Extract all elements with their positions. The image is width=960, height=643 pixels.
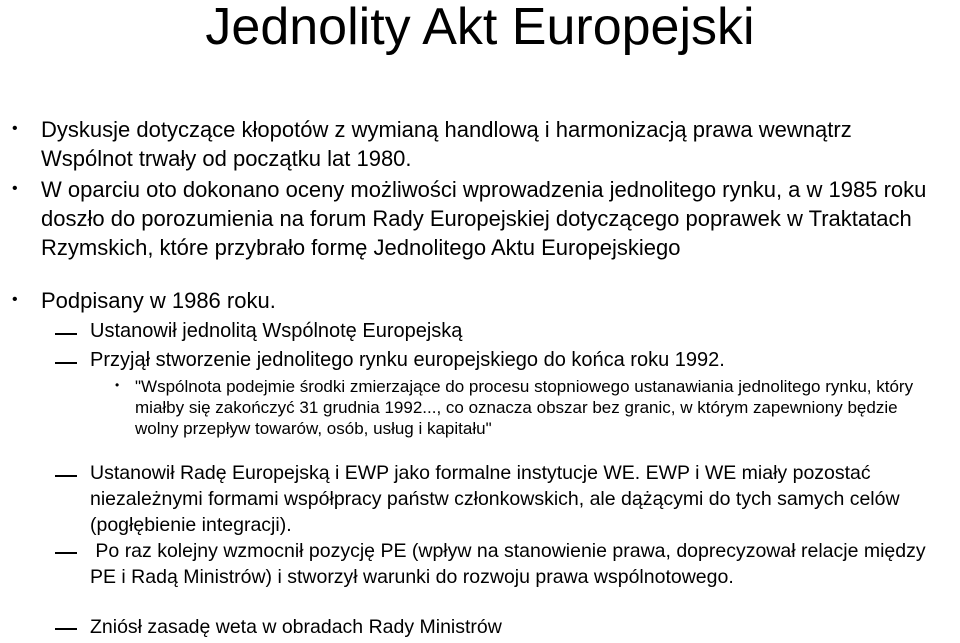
- sub-item: Zniósł zasadę weta w obradach Rady Ministrów: [90, 616, 502, 638]
- sub-item: Po raz kolejny wzmocnił pozycję PE (wpływ na stanowienie prawa, doprecyzował relacje między PE i Radą Ministrów) i stworzył warunki do rozwoju prawa wspólnotowego.: [90, 540, 932, 588]
- sub-item: Ustanowił jednolitą Wspólnotę Europejską: [90, 320, 463, 342]
- dash-icon: [55, 333, 77, 335]
- bullet-icon: •: [12, 291, 18, 308]
- bullet-item: Podpisany w 1986 roku.: [41, 288, 276, 313]
- quote-item: "Wspólnota podejmie środki zmierzające do procesu stopniowego ustanawiania jednolitego rynku, który miałby się zakończyć 31 grudnia 1992..., co oznacza obszar bez granic, w którym zapewniony będzie wolny przepływ towarów, osób, usług i kapitału": [135, 377, 914, 438]
- bullet-icon: •: [115, 378, 120, 392]
- dash-icon: [55, 552, 77, 554]
- sub-item: Ustanowił Radę Europejską i EWP jako formalne instytucje WE. EWP i WE miały pozostać niezależnymi formami współpracy państw członkowskich, ale dążącymi do tych samych celów (pogłębienie integracji).: [90, 462, 900, 536]
- bullet-item: Dyskusje dotyczące kłopotów z wymianą handlową i harmonizacją prawa wewnątrz Wspólnot trwały od początku lat 1980.: [41, 117, 852, 171]
- bullet-item: W oparciu oto dokonano oceny możliwości wprowadzenia jednolitego rynku, a w 1985 roku doszło do porozumienia na forum Rady Europejskiej dotyczącego poprawek w Traktatach Rzymskich, które przybrało formę Jednolitego Aktu Europejskiego: [41, 177, 927, 260]
- bullet-icon: •: [12, 120, 18, 137]
- dash-icon: [55, 628, 77, 630]
- bullet-icon: •: [12, 180, 18, 197]
- sub-item: Przyjął stworzenie jednolitego rynku europejskiego do końca roku 1992.: [90, 349, 725, 371]
- dash-icon: [55, 362, 77, 364]
- slide-title: Jednolity Akt Europejski: [205, 0, 755, 56]
- dash-icon: [55, 475, 77, 477]
